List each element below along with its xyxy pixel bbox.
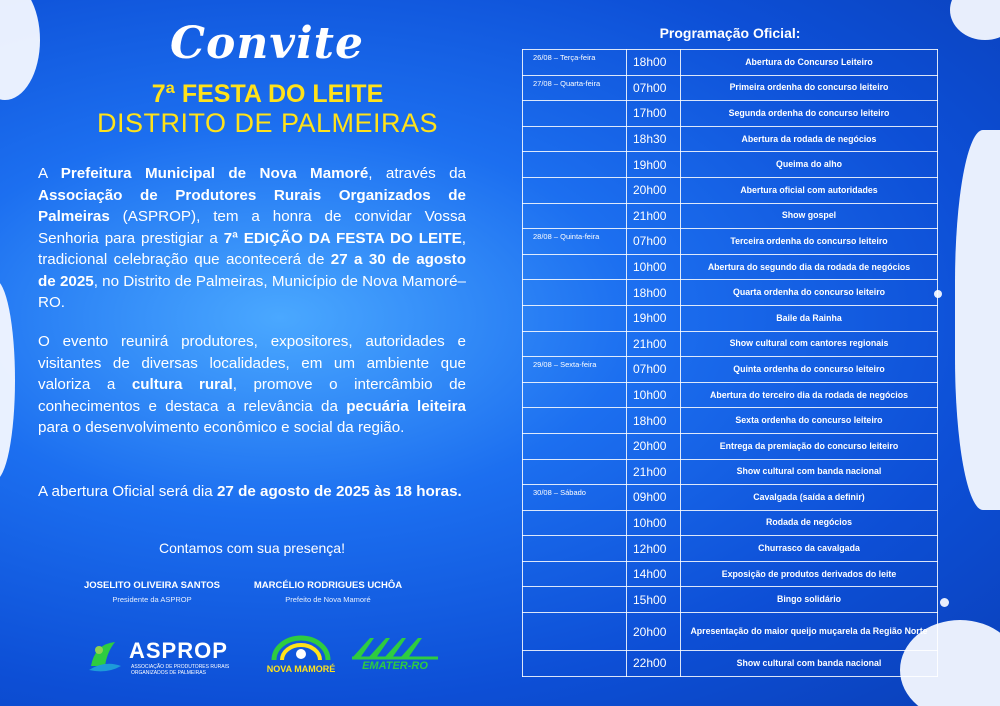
schedule-activity-cell: Queima do alho (681, 152, 938, 178)
schedule-time-cell: 12h00 (627, 536, 681, 562)
schedule-time-cell: 10h00 (627, 382, 681, 408)
schedule-activity-cell: Abertura do terceiro dia da rodada de negócios (681, 382, 938, 408)
milk-splash-top-right (950, 0, 1000, 40)
schedule-row (523, 177, 938, 203)
schedule-activity-cell: Show cultural com banda nacional (681, 459, 938, 485)
schedule-row (523, 101, 938, 127)
schedule-row (523, 613, 938, 651)
schedule-day-cell (523, 510, 627, 536)
schedule-activity-cell: Baile da Rainha (681, 305, 938, 331)
schedule-time-cell: 10h00 (627, 254, 681, 280)
schedule-activity-cell: Quarta ordenha do concurso leiteiro (681, 280, 938, 306)
schedule-activity-cell: Terceira ordenha do concurso leiteiro (681, 229, 938, 255)
schedule-activity-cell: Show gospel (681, 203, 938, 229)
schedule-row (523, 408, 938, 434)
schedule-day-cell (523, 613, 627, 651)
closing-line: Contamos com sua presença! (159, 540, 345, 556)
schedule-time-cell: 22h00 (627, 651, 681, 677)
schedule-row (523, 203, 938, 229)
nova-mamore-logo-name: NOVA MAMORÉ (266, 664, 336, 674)
schedule-day-cell (523, 651, 627, 677)
schedule-row (523, 382, 938, 408)
milk-splash-right (955, 130, 1000, 510)
schedule-row (523, 561, 938, 587)
schedule-row (523, 536, 938, 562)
schedule-day-cell (523, 408, 627, 434)
schedule-row (523, 651, 938, 677)
signature-name: JOSELITO OLIVEIRA SANTOS (83, 580, 220, 591)
schedule-day-cell (523, 177, 627, 203)
schedule-time-cell: 18h30 (627, 126, 681, 152)
asprop-logo-subtitle: ASSOCIAÇÃO DE PRODUTORES RURAIS ORGANIZADOS DE PALMEIRAS (131, 664, 230, 676)
schedule-day-cell (523, 536, 627, 562)
milk-splash-left (0, 280, 15, 480)
schedule-row (523, 152, 938, 178)
asprop-emblem-icon (85, 636, 125, 676)
schedule-row (523, 229, 938, 255)
schedule-activity-cell: Apresentação do maior queijo muçarela da Região Norte (681, 613, 938, 651)
schedule-activity-cell: Rodada de negócios (681, 510, 938, 536)
schedule-time-cell: 09h00 (627, 485, 681, 511)
nova-mamore-logo (266, 634, 336, 680)
schedule-row (523, 433, 938, 459)
schedule-day-cell (523, 280, 627, 306)
schedule-activity-cell: Entrega da premiação do concurso leiteiro (681, 433, 938, 459)
convite-title: Convite (170, 18, 364, 69)
schedule-row (523, 510, 938, 536)
schedule-activity-cell: Churrasco da cavalgada (681, 536, 938, 562)
schedule-activity-cell: Segunda ordenha do concurso leiteiro (681, 101, 938, 127)
schedule-activity-cell: Show cultural com cantores regionais (681, 331, 938, 357)
schedule-day-cell (523, 561, 627, 587)
schedule-row (523, 587, 938, 613)
festival-place-title: DISTRITO DE PALMEIRAS (96, 108, 439, 138)
schedule-row (523, 50, 938, 76)
signature-president (52, 580, 252, 604)
signature-mayor (228, 580, 428, 604)
asprop-logo-name: ASPROP (129, 638, 228, 663)
schedule-day-cell (523, 587, 627, 613)
asprop-logo (85, 636, 275, 678)
schedule-row (523, 254, 938, 280)
invite-paragraph-2: O evento reunirá produtores, expositores, autoridades e visitantes de diversas localidades, em um ambiente que valoriza a cultura rural, promove o intercâmbio de conhecimentos e destaca a relevância da pecuária leiteira para o desenvolvimento econômico e social da região. (38, 333, 466, 436)
schedule-row (523, 485, 938, 511)
nova-mamore-emblem-icon (266, 634, 336, 664)
signature-role: Prefeito de Nova Mamoré (285, 595, 371, 604)
schedule-day-cell: 26/08 – Terça-feira (523, 50, 627, 76)
schedule-activity-cell: Quinta ordenha do concurso leiteiro (681, 357, 938, 383)
signature-role: Presidente da ASPROP (112, 595, 192, 604)
schedule-time-cell: 20h00 (627, 177, 681, 203)
schedule-time-cell: 07h00 (627, 75, 681, 101)
schedule-time-cell: 19h00 (627, 305, 681, 331)
schedule-activity-cell: Abertura do Concurso Leiteiro (681, 50, 938, 76)
schedule-time-cell: 10h00 (627, 510, 681, 536)
schedule-time-cell: 07h00 (627, 357, 681, 383)
schedule-activity-cell: Exposição de produtos derivados do leite (681, 561, 938, 587)
invite-paragraph-1: A Prefeitura Municipal de Nova Mamoré, através da Associação de Produtores Rurais Organizados de Palmeiras (ASPROP), tem a honra de convidar Vossa Senhoria para prestigiar a 7ª EDIÇÃO DA FESTA DO LEITE, tradicional celebração que acontecerá de 27 a 30 de agosto de 2025, no Distrito de Palmeiras, Município de Nova Mamoré–RO. (38, 165, 466, 311)
schedule-time-cell: 20h00 (627, 433, 681, 459)
schedule-day-cell (523, 152, 627, 178)
schedule-activity-cell: Abertura do segundo dia da rodada de negócios (681, 254, 938, 280)
schedule-time-cell: 14h00 (627, 561, 681, 587)
schedule-time-cell: 07h00 (627, 229, 681, 255)
schedule-day-cell: 29/08 – Sexta-feira (523, 357, 627, 383)
schedule-activity-cell: Abertura oficial com autoridades (681, 177, 938, 203)
signature-name: MARCÉLIO RODRIGUES UCHÔA (253, 580, 403, 591)
schedule-day-cell (523, 101, 627, 127)
invitation-panel (30, 0, 470, 706)
festival-edition-title: 7ª FESTA DO LEITE (151, 80, 384, 108)
schedule-time-cell: 18h00 (627, 280, 681, 306)
schedule-day-cell (523, 433, 627, 459)
schedule-day-cell (523, 305, 627, 331)
schedule-activity-cell: Primeira ordenha do concurso leiteiro (681, 75, 938, 101)
schedule-table (522, 49, 938, 677)
schedule-day-cell: 30/08 – Sábado (523, 485, 627, 511)
schedule-day-cell (523, 254, 627, 280)
emater-logo (350, 634, 440, 680)
schedule-title: Programação Oficial: (659, 25, 801, 41)
invite-paragraph-3: A abertura Oficial será dia 27 de agosto de 2025 às 18 horas. (38, 483, 462, 500)
schedule-row (523, 75, 938, 101)
schedule-row (523, 459, 938, 485)
schedule-time-cell: 21h00 (627, 331, 681, 357)
emater-emblem-icon (350, 634, 440, 660)
schedule-activity-cell: Sexta ordenha do concurso leiteiro (681, 408, 938, 434)
schedule-day-cell (523, 126, 627, 152)
schedule-time-cell: 18h00 (627, 408, 681, 434)
schedule-time-cell: 18h00 (627, 50, 681, 76)
schedule-row (523, 331, 938, 357)
schedule-activity-cell: Show cultural com banda nacional (681, 651, 938, 677)
schedule-time-cell: 21h00 (627, 203, 681, 229)
milk-drop (940, 598, 949, 607)
schedule-day-cell (523, 331, 627, 357)
schedule-activity-cell: Bingo solidário (681, 587, 938, 613)
schedule-activity-cell: Abertura da rodada de negócios (681, 126, 938, 152)
schedule-row (523, 280, 938, 306)
schedule-row (523, 126, 938, 152)
schedule-time-cell: 21h00 (627, 459, 681, 485)
schedule-day-cell: 28/08 – Quinta-feira (523, 229, 627, 255)
schedule-activity-cell: Cavalgada (saída a definir) (681, 485, 938, 511)
schedule-time-cell: 17h00 (627, 101, 681, 127)
schedule-time-cell: 20h00 (627, 613, 681, 651)
emater-logo-name: EMATER-RO (362, 660, 428, 672)
schedule-day-cell: 27/08 – Quarta-feira (523, 75, 627, 101)
schedule-time-cell: 19h00 (627, 152, 681, 178)
sponsor-logos (30, 632, 470, 682)
schedule-day-cell (523, 382, 627, 408)
schedule-row (523, 305, 938, 331)
schedule-day-cell (523, 459, 627, 485)
schedule-day-cell (523, 203, 627, 229)
schedule-time-cell: 15h00 (627, 587, 681, 613)
schedule-row (523, 357, 938, 383)
